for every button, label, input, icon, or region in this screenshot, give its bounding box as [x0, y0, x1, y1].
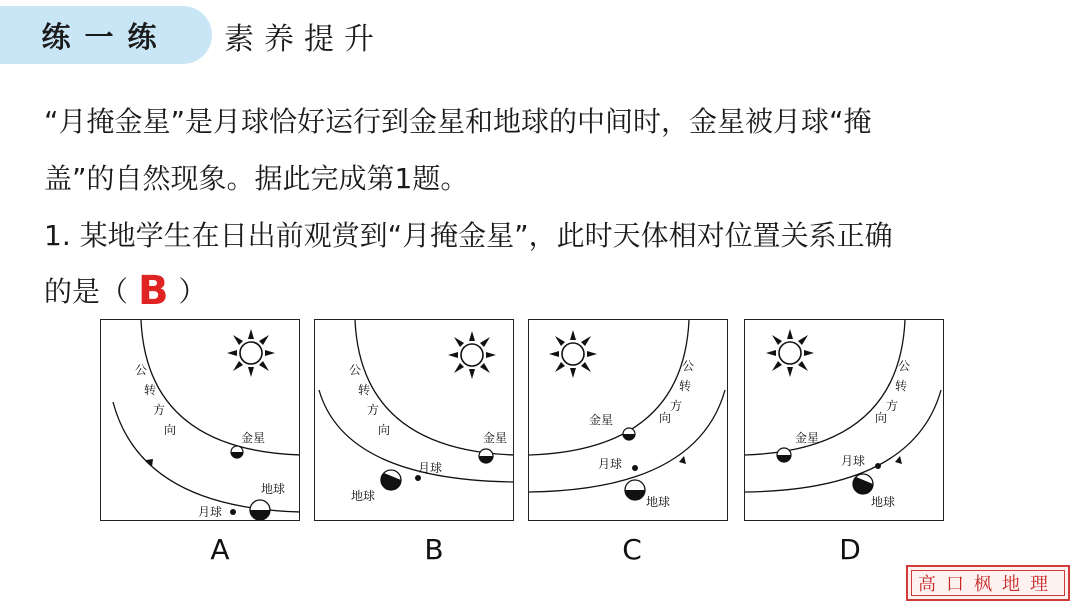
earth-orbit [745, 390, 941, 492]
venus-icon [623, 428, 635, 440]
svg-text:方: 方 [367, 403, 380, 417]
svg-text:方: 方 [670, 399, 683, 413]
option-c-diagram [528, 319, 728, 521]
earth-label: 地球 [871, 495, 896, 509]
moon-label: 月球 [198, 505, 223, 519]
svg-text:公: 公 [349, 363, 362, 377]
venus-orbit [529, 320, 692, 455]
moon-label: 月球 [418, 461, 443, 475]
venus-label: 金星 [483, 431, 508, 445]
earth-label: 地球 [351, 489, 376, 503]
revolution-direction-label [875, 359, 910, 425]
revolution-direction-label [659, 359, 694, 425]
option-a-label[interactable]: A [210, 533, 230, 566]
orbit-arrow [146, 459, 153, 467]
option-a-diagram [100, 319, 300, 521]
stem-prefix: 的是（ [44, 275, 129, 308]
question-stem-line-1: 1. 某地学生在日出前观赏到“月掩金星”，此时天体相对位置关系正确 [44, 219, 893, 252]
section-badge: 练一练 [0, 6, 212, 64]
option-c-label[interactable]: C [622, 533, 642, 566]
section-title: 素养提升 [224, 22, 384, 57]
svg-text:转: 转 [679, 379, 692, 393]
svg-text:转: 转 [358, 383, 371, 397]
stem-suffix: ） [178, 275, 207, 308]
orbit-arrow [895, 456, 902, 464]
venus-icon [777, 448, 791, 462]
svg-text:向: 向 [378, 423, 391, 437]
venus-label: 金星 [795, 431, 820, 445]
earth-label: 地球 [261, 482, 286, 496]
sun-icon [766, 329, 814, 377]
watermark-stamp: 高口枫地理 [906, 565, 1070, 601]
option-d-diagram [744, 319, 944, 521]
earth-icon [250, 500, 270, 520]
earth-label: 地球 [646, 495, 671, 509]
svg-text:转: 转 [144, 383, 157, 397]
orbit-arrow [679, 456, 686, 464]
moon-icon [415, 475, 421, 481]
moon-label: 月球 [841, 454, 866, 468]
svg-text:方: 方 [886, 399, 899, 413]
answer-mark: B [138, 268, 169, 314]
svg-text:公: 公 [682, 359, 695, 373]
option-b-diagram [314, 319, 514, 521]
venus-label: 金星 [241, 431, 266, 445]
revolution-direction-label [349, 363, 390, 437]
sun-icon [448, 331, 496, 379]
moon-label: 月球 [598, 457, 623, 471]
sun-icon [227, 329, 275, 377]
venus-icon [231, 446, 243, 458]
svg-text:向: 向 [875, 411, 888, 425]
venus-label: 金星 [589, 413, 614, 427]
venus-icon [479, 449, 493, 463]
svg-text:转: 转 [895, 379, 908, 393]
option-d-label[interactable]: D [839, 533, 861, 566]
question-stem-line-2 [44, 268, 207, 314]
earth-orbit [529, 390, 725, 492]
moon-icon [875, 463, 881, 469]
svg-text:方: 方 [153, 403, 166, 417]
sun-icon [549, 330, 597, 378]
revolution-direction-label [135, 363, 176, 437]
earth-icon [625, 480, 645, 500]
moon-icon [632, 465, 638, 471]
intro-line-1: “月掩金星”是月球恰好运行到金星和地球的中间时，金星被月球“掩 [44, 105, 872, 138]
earth-icon [381, 470, 401, 490]
option-b-label[interactable]: B [424, 533, 444, 566]
moon-icon [230, 509, 236, 515]
svg-text:向: 向 [164, 423, 177, 437]
venus-orbit [745, 320, 908, 455]
intro-line-2: 盖”的自然现象。据此完成第1题。 [44, 162, 469, 195]
svg-text:公: 公 [898, 359, 911, 373]
svg-text:公: 公 [135, 363, 148, 377]
earth-icon [853, 474, 873, 494]
svg-text:向: 向 [659, 411, 672, 425]
